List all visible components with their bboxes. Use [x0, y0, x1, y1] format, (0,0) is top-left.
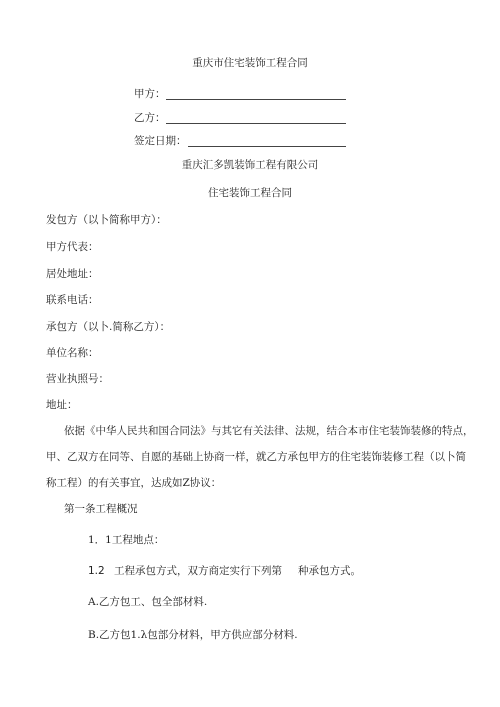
field-license-number: 营业执照号：	[46, 373, 109, 385]
option-a: A.乙方包工、包全部材料.	[88, 596, 208, 608]
party-a-blank-line	[166, 99, 346, 100]
field-contractor: 承包方（以卜.简称乙方）：	[46, 321, 171, 333]
option-b: B.乙方包1.λ包部分材料，甲方供应部分材料.	[88, 629, 298, 641]
sign-date-label: 签定日期：	[134, 135, 187, 147]
field-employer-representative: 甲方代表：	[46, 241, 99, 253]
party-b-blank-line	[166, 123, 346, 124]
contract-title: 住宅装饰工程合同	[208, 187, 292, 199]
sign-date-blank-line	[188, 146, 346, 147]
field-phone: 联系电话：	[46, 294, 99, 306]
item-1-2-number: 1.2	[88, 565, 105, 577]
item-1-2-text: 工程承包方式，双方商定实行下列第	[114, 565, 282, 577]
item-1-1: 1．1工程地点：	[88, 534, 165, 546]
company-name: 重庆汇多凯装饰工程有限公司	[181, 159, 319, 171]
article-1-title: 第一条工程概况	[64, 503, 138, 515]
field-employer: 发包方（以卜简称甲方）：	[46, 214, 167, 226]
item-1-2-tail: 种承包方式。	[298, 565, 361, 577]
party-a-label: 甲方：	[134, 88, 166, 100]
party-b-label: 乙方：	[134, 112, 166, 124]
field-address: 地址：	[46, 399, 78, 411]
field-company-name: 单位名称：	[46, 347, 99, 359]
field-residence-address: 居处地址：	[46, 268, 99, 280]
preamble-line-3: 称工程）的有关事宜，达成如Z协议：	[46, 477, 222, 489]
preamble-line-2: 甲、乙双方在同等、自愿的基础上协商一样，就乙方承包甲方的住宅装饰装修工程（以卜简	[46, 451, 466, 463]
cover-title: 重庆市住宅装饰工程合同	[192, 57, 308, 69]
preamble-line-1: 依据《中华人民共和国合同法》与其它有关法律、法规，结合本市住宅装饰装修的特点，	[64, 425, 474, 437]
